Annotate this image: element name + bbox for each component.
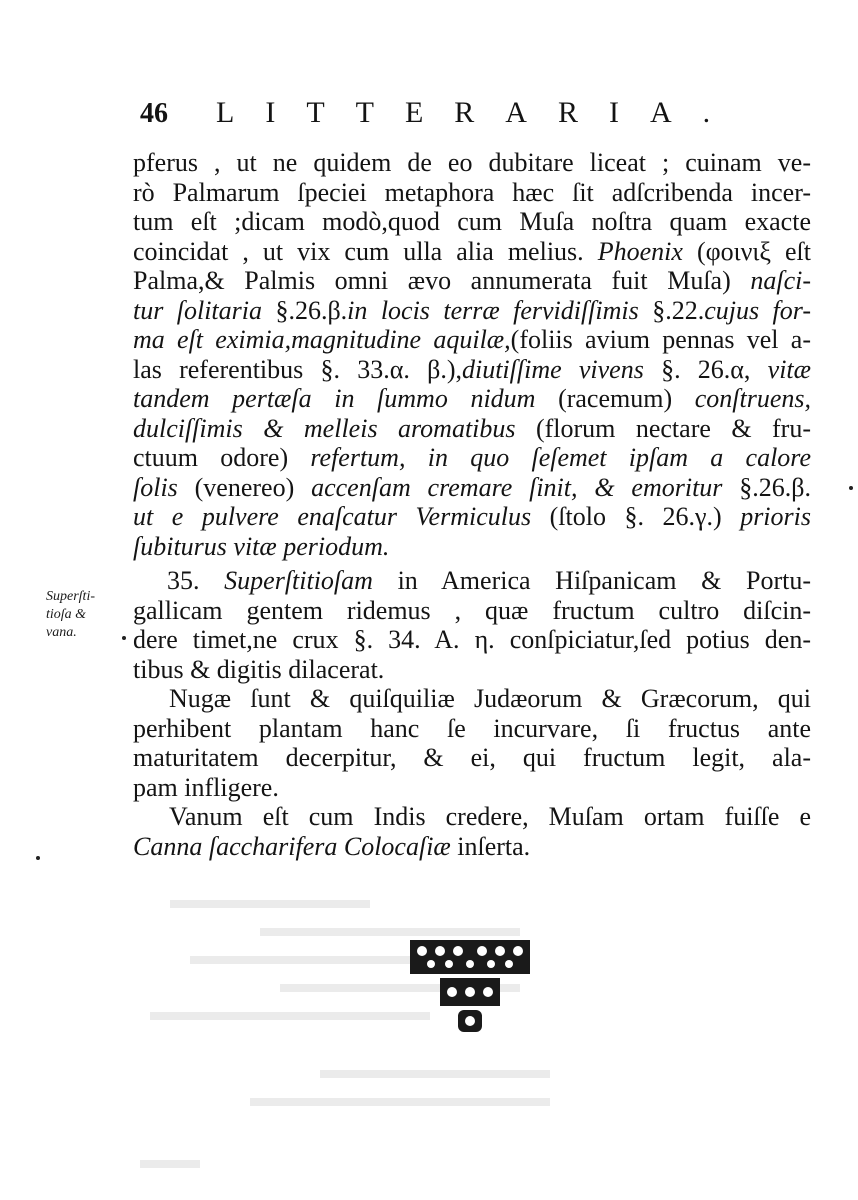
text-line <box>133 414 811 444</box>
text-line <box>133 384 811 414</box>
text-segment: §.26.β. <box>722 472 811 502</box>
italic-segment: ſubiturus vitæ periodum. <box>133 531 390 561</box>
margin-note-line: vana. <box>46 625 77 640</box>
text-line <box>133 473 811 503</box>
text-line <box>133 655 811 685</box>
italic-segment: ma eſt eximia,magnitudine aquilæ, <box>133 325 511 354</box>
text-line <box>133 743 811 773</box>
text-line <box>133 502 811 532</box>
italic-segment: Phoenix <box>597 236 683 266</box>
text-segment: ctuum odore) <box>133 443 311 472</box>
text-segment: (foliis avium pennas vel a- <box>510 325 811 354</box>
text-segment: §. 26.α, <box>643 354 768 384</box>
text-line <box>133 714 811 744</box>
text-line <box>133 773 811 803</box>
italic-segment: vitæ <box>767 354 812 384</box>
text-line <box>133 266 811 296</box>
italic-segment: conſtruens, <box>694 384 811 413</box>
bleed-through-shadow <box>130 880 650 1180</box>
ink-speck <box>36 856 40 860</box>
text-line <box>133 178 811 208</box>
italic-segment: prioris <box>740 502 811 531</box>
text-segment: tum eſt ;dicam modò,quod cum Muſa noſtra quam exacte <box>133 207 811 236</box>
text-segment: coincidat , ut vix cum ulla alia melius. <box>133 236 598 266</box>
text-segment: (florum nectare & fru- <box>515 413 811 443</box>
italic-segment: ſolis <box>133 472 178 502</box>
text-segment: inſerta. <box>450 831 531 861</box>
italic-segment: ut e pulvere enaſcatur Vermiculus <box>133 502 532 531</box>
italic-segment: accenſam cremare ſinit, & emoritur <box>311 472 723 502</box>
italic-segment: refertum, in quo ſeſemet ipſam a calore <box>310 443 812 472</box>
text-segment: pferus , ut ne quidem de eo dubitare liceat ; cuinam ve- <box>133 148 811 177</box>
page-header <box>140 92 740 132</box>
text-line <box>133 802 811 832</box>
text-segment: gallicam gentem ridemus , quæ fructum cultro diſcin- <box>133 595 811 625</box>
italic-segment: tandem pertæſa in ſummo nidum <box>133 384 536 413</box>
text-segment: perhibent plantam hanc ſe incurvare, ſi fructus ante <box>133 713 811 743</box>
text-segment: (ſtolo §. 26.γ.) <box>531 502 741 531</box>
text-line <box>133 296 811 326</box>
running-title: LITTERARIA. <box>216 96 742 129</box>
text-segment: dere timet,ne crux §. 34. A. η. conſpiciatur,ſed potius den- <box>133 625 811 654</box>
text-line <box>133 625 811 655</box>
text-segment: maturitatem decerpitur, & ei, qui fructum legit, ala- <box>133 743 811 772</box>
text-line <box>133 832 811 862</box>
italic-segment: tur ſolitaria <box>133 295 263 325</box>
margin-note-line: tioſa & <box>46 607 87 622</box>
text-line <box>133 237 811 267</box>
text-line <box>133 148 811 178</box>
fleuron-ornament <box>408 938 532 1038</box>
text-line <box>133 596 811 626</box>
text-line <box>133 443 811 473</box>
text-segment: (φοινιξ eſt <box>682 236 811 266</box>
italic-segment: cujus for- <box>704 295 812 325</box>
text-line <box>133 566 811 596</box>
ink-speck <box>849 486 853 490</box>
italic-segment: diutiſſime vivens <box>461 354 644 384</box>
italic-segment: Superſtitioſam <box>224 566 373 595</box>
margin-note <box>46 588 122 642</box>
text-segment: tibus & digitis dilacerat. <box>133 654 385 684</box>
text-segment: 35. <box>167 566 225 595</box>
italic-segment: naſci- <box>750 266 811 295</box>
text-line <box>133 684 811 714</box>
text-segment: Nugæ ſunt & quiſquiliæ Judæorum & Græcorum, qui <box>169 684 811 713</box>
body-text <box>133 148 811 861</box>
italic-segment: Canna ſaccharifera Colocaſiæ <box>133 831 451 861</box>
italic-segment: dulciſſimis & melleis aromatibus <box>133 413 516 443</box>
text-line <box>133 355 811 385</box>
text-line <box>133 325 811 355</box>
text-segment: (venereo) <box>177 472 312 502</box>
text-segment: §.22. <box>638 295 705 325</box>
margin-note-line: Superſti- <box>46 589 95 604</box>
text-segment: §.26.β. <box>262 295 348 325</box>
text-segment: las referentibus §. 33.α. β.), <box>133 354 462 384</box>
text-segment: in America Hiſpanicam & Portu- <box>372 566 811 595</box>
text-segment: (racemum) <box>535 384 695 413</box>
text-segment: Vanum eſt cum Indis credere, Muſam ortam fuiſſe e <box>169 802 811 831</box>
page-number: 46 <box>140 98 168 129</box>
text-line <box>133 207 811 237</box>
text-line <box>133 532 811 562</box>
ink-speck <box>122 636 126 640</box>
text-segment: Palma,& Palmis omni ævo annumerata fuit Muſa) <box>133 266 751 295</box>
italic-segment: in locis terræ fervidiſſimis <box>347 295 639 325</box>
text-segment: rò Palmarum ſpeciei metaphora hæc ſit adſcribenda incer- <box>133 177 811 207</box>
text-segment: pam infligere. <box>133 772 279 802</box>
